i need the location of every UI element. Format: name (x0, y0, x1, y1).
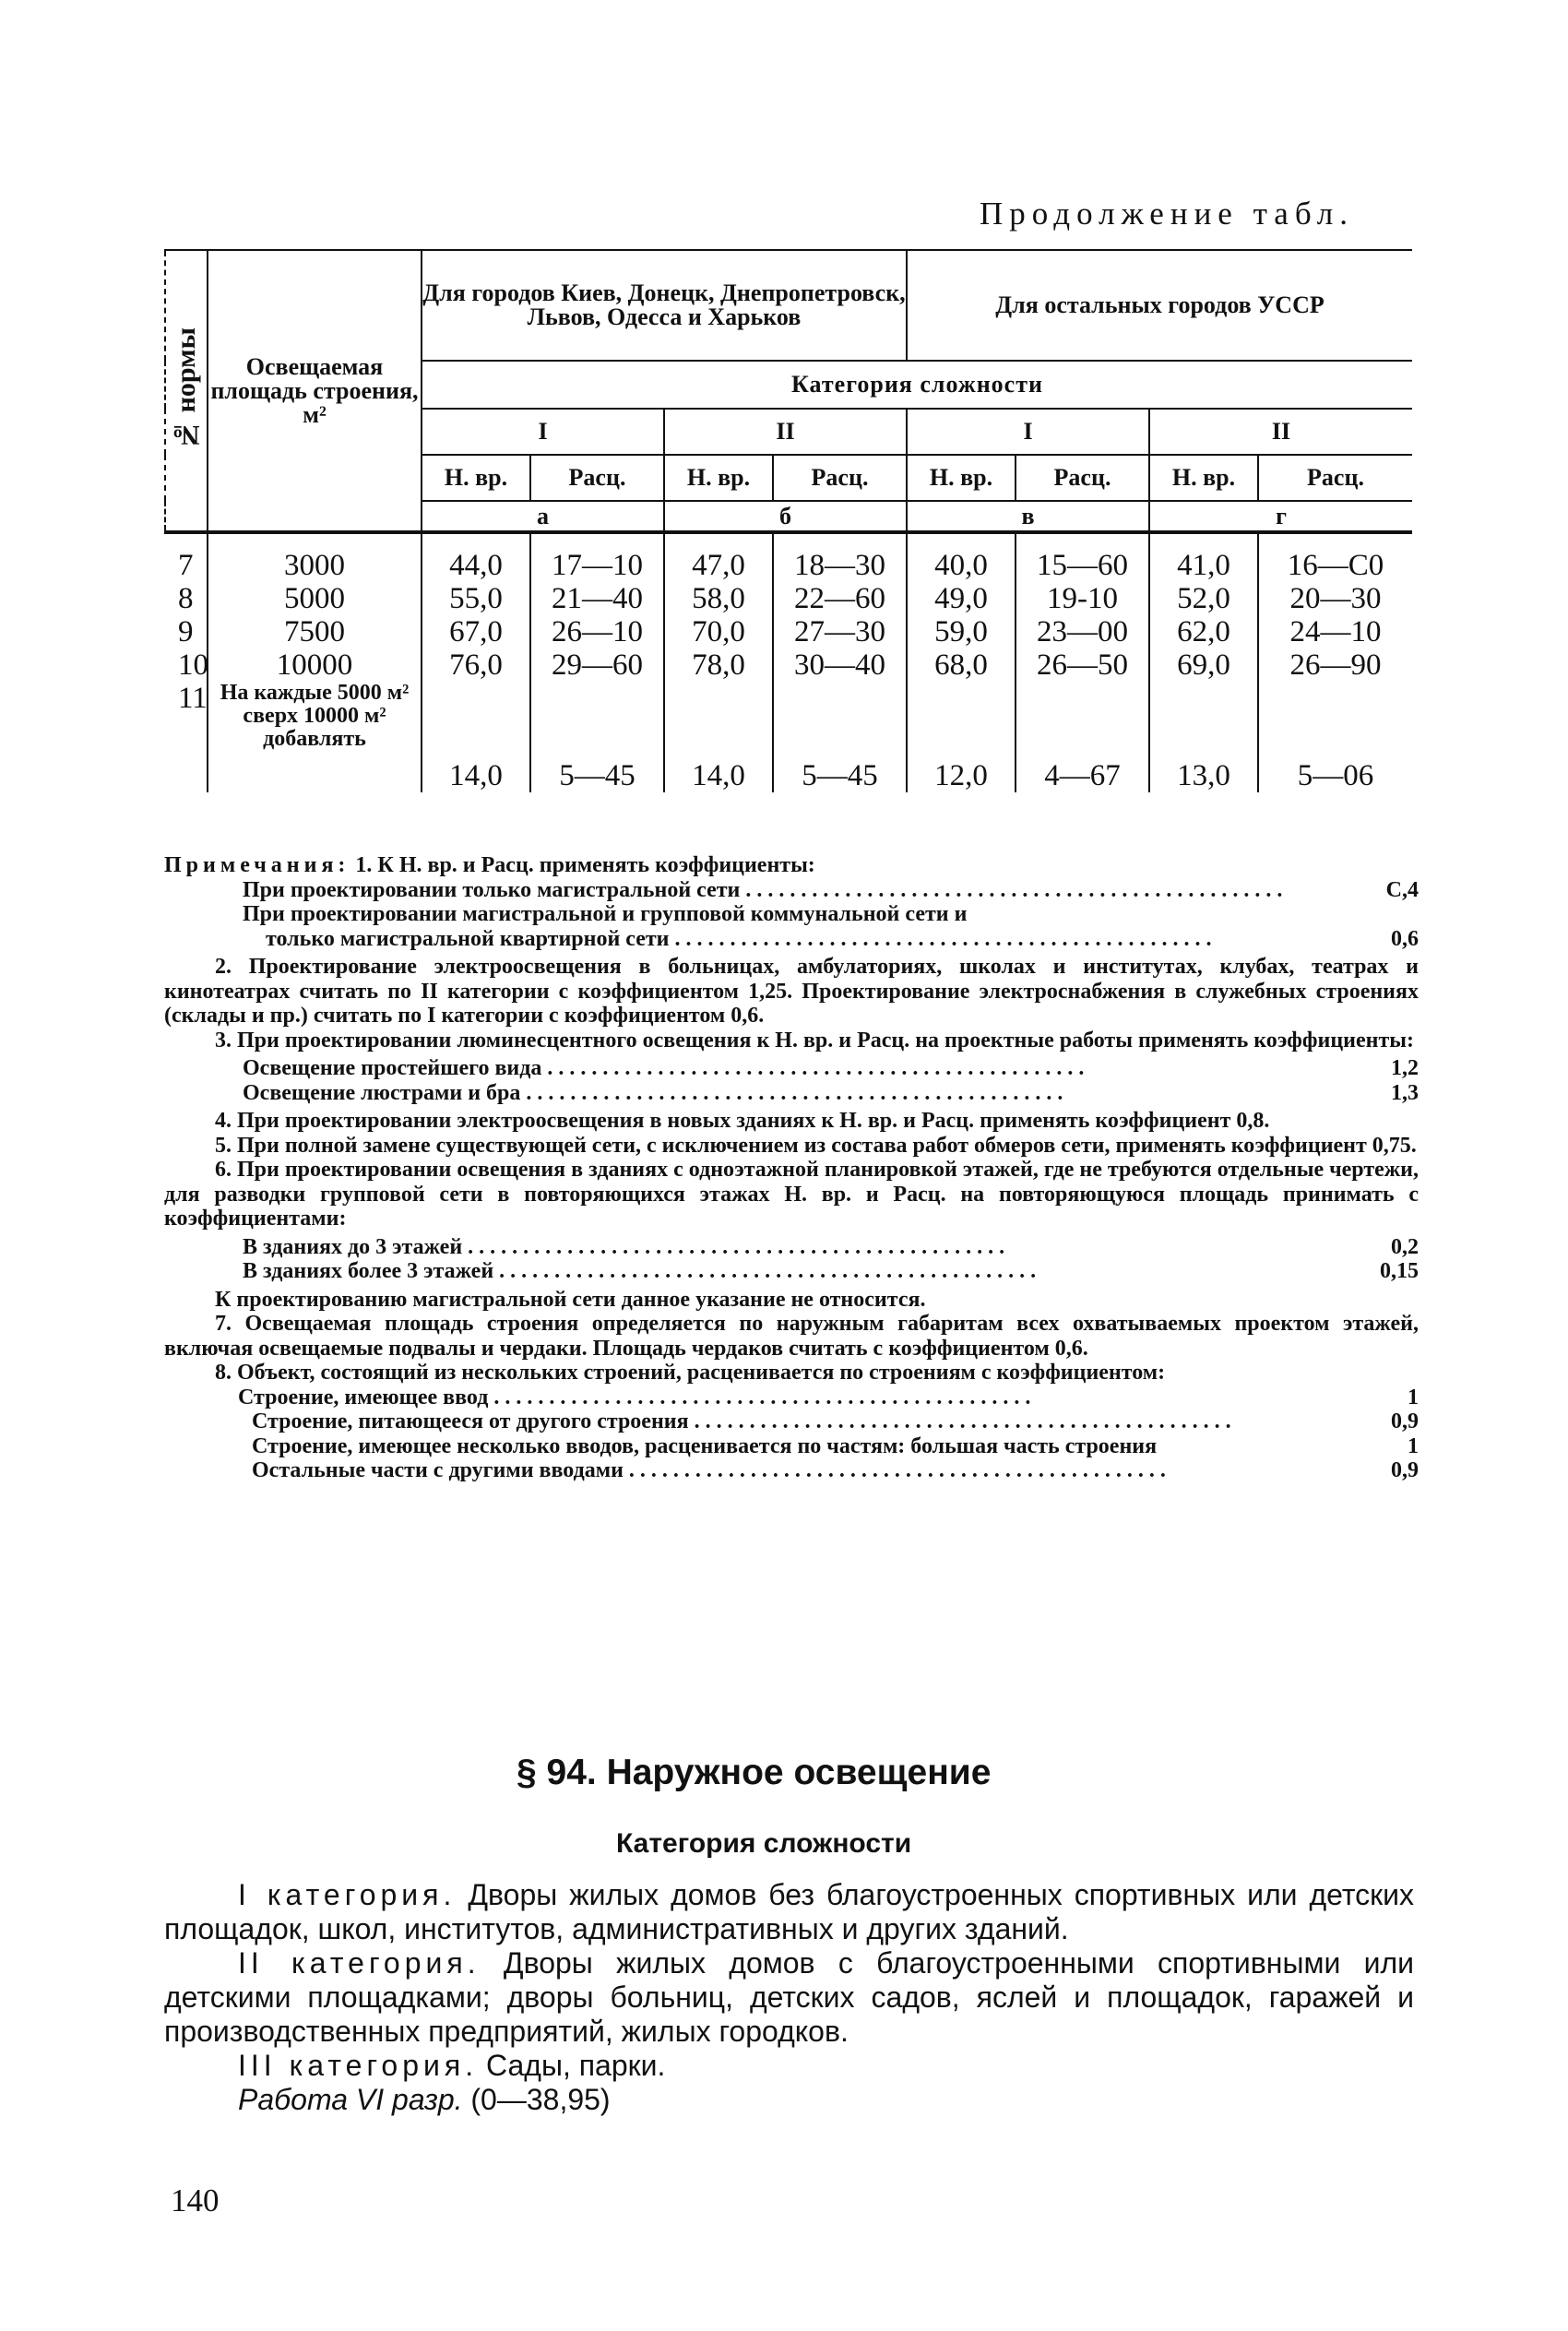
cell: 41,0 (1149, 549, 1258, 582)
cell: 29—60 (530, 648, 664, 682)
group2-header: Для остальных городов УССР (907, 250, 1412, 361)
cell: 62,0 (1149, 615, 1258, 648)
area-cell: 5000 (208, 582, 422, 615)
note-1b: только магистральной квартирной сети . . . 0,6 (164, 927, 1419, 952)
page-number: 140 (171, 2182, 220, 2218)
area-cell: 7500 (208, 615, 422, 648)
rasts-a: Расц. (530, 455, 664, 501)
cell: 67,0 (422, 615, 530, 648)
letter-c: в (907, 501, 1149, 532)
norms-table (164, 249, 1412, 792)
cell: 12,0 (907, 682, 1016, 792)
area-header: Освещаемая площадь строения, м² (208, 250, 422, 532)
cell: 44,0 (422, 549, 530, 582)
cell: 59,0 (907, 615, 1016, 648)
nvr-d: Н. вр. (1149, 455, 1258, 501)
note-1b-line1: При проектировании магистральной и групповой коммунальной сети и (243, 902, 968, 926)
cell: 5—45 (530, 682, 664, 792)
notes (164, 853, 1419, 1483)
work-rate: Работа VI разр. (0—38,95) (238, 2083, 611, 2116)
cell: 15—60 (1016, 549, 1149, 582)
note-3b: Освещение люстрами и бра . . . 1,3 (164, 1081, 1419, 1106)
area-cell: 3000 (208, 549, 422, 582)
cell: 20—30 (1289, 582, 1382, 615)
rasts-d: Расц. (1258, 455, 1412, 501)
category-3: III категория. Сады, парки. (238, 2049, 666, 2082)
note-6c: К проектированию магистральной сети данное указание не относится. (215, 1287, 926, 1312)
cell: 78,0 (664, 648, 773, 682)
norm-number: 8 (165, 582, 208, 615)
cell: 52,0 (1149, 582, 1258, 615)
cat-I-c: I (907, 409, 1149, 455)
cell: 21—40 (530, 582, 664, 615)
letter-b: б (664, 501, 907, 532)
cell: 70,0 (664, 615, 773, 648)
cell: 26—50 (1016, 648, 1149, 682)
note-8d: Остальные части с другими вводами . . . 0,9 (164, 1458, 1419, 1483)
group1-header: Для городов Киев, Донецк, Днепропетровск, Львов, Одесса и Харьков (422, 250, 907, 361)
cell: 23—00 (1016, 615, 1149, 648)
category-1: I категория. Дворы жилых домов без благоустроенных спортивных или детских площадок, школ, институтов, административных и других зданий. (164, 1878, 1415, 1945)
section-title: § 94. Наружное освещение (517, 1753, 992, 1792)
cell: 18—30 (773, 549, 907, 582)
cell: 17—10 (530, 549, 664, 582)
note-3: 3. При проектировании люминесцентного освещения к Н. вр. и Расц. на проектные работы применять коэффициенты: (215, 1028, 1414, 1053)
note-1: Примечания: 1. К Н. вр. и Расц. применять коэффициенты: (164, 853, 815, 877)
cell: 22—60 (773, 582, 907, 615)
continuation-label: Продолжение табл. (980, 196, 1354, 232)
note-6: 6. При проектировании освещения в зданиях с одноэтажной планировкой этажей, где не требуются отдельные чертежи, для разводки групповой сети в повторяющихся этажах Н. вр. и Расц. на повторяющуюся площадь принимать с коэффициентами: (164, 1158, 1419, 1231)
cell: 4—67 (1016, 682, 1149, 792)
letter-a: а (422, 501, 664, 532)
cell: 14,0 (664, 682, 773, 792)
note-8: 8. Объект, состоящий из нескольких строений, расценивается по строениям с коэффициентом: (215, 1361, 1166, 1385)
categories-text (164, 1878, 1414, 2117)
table-row (165, 682, 1412, 792)
nvr-c: Н. вр. (907, 455, 1016, 501)
note-8b: Строение, питающееся от другого строения . . . 0,9 (164, 1409, 1419, 1434)
category-2: II категория. Дворы жилых домов с благоустроенными спортивными или детскими площадками; дворы больниц, детских садов, яслей и площадок, гаражей и производственных предприятий, жилых городков. (164, 1946, 1415, 2048)
cell: 26—90 (1289, 648, 1382, 682)
cell: 5—06 (1297, 759, 1374, 792)
cat-II-b: II (664, 409, 907, 455)
table-row (165, 582, 1412, 615)
note-8a: Строение, имеющее ввод . . . 1 (164, 1386, 1419, 1410)
note-8c: Строение, имеющее несколько вводов, расценивается по частям: большая часть строения 1 (252, 1433, 1419, 1458)
rasts-b: Расц. (773, 455, 907, 501)
area-cell: 10000 (208, 648, 422, 682)
table-row (165, 615, 1412, 648)
cell: 14,0 (422, 682, 530, 792)
cell: 58,0 (664, 582, 773, 615)
cell: 68,0 (907, 648, 1016, 682)
norm-number: 7 (165, 549, 208, 582)
cell: 30—40 (773, 648, 907, 682)
cell: 40,0 (907, 549, 1016, 582)
nvr-a: Н. вр. (422, 455, 530, 501)
nvr-b: Н. вр. (664, 455, 773, 501)
cell: 49,0 (907, 582, 1016, 615)
norm-number: 10 (165, 648, 208, 682)
cell: 76,0 (422, 648, 530, 682)
note-1a: При проектировании только магистральной сети . . . С,4 (164, 878, 1419, 903)
cell: 13,0 (1149, 682, 1258, 792)
rasts-c: Расц. (1016, 455, 1149, 501)
norm-number: 11 (165, 682, 208, 792)
cell: 27—30 (773, 615, 907, 648)
note-6b: В зданиях более 3 этажей . . . 0,15 (164, 1259, 1419, 1284)
norm-number-header: № нормы (165, 250, 208, 532)
cat-I-a: I (422, 409, 664, 455)
cell: 5—45 (773, 682, 907, 792)
table-row (165, 648, 1412, 682)
note-5: 5. При полной замене существующей сети, с исключением из состава работ обмеров сети, применять коэффициент 0,75. (215, 1133, 1417, 1158)
note-7: 7. Освещаемая площадь строения определяется по наружным габаритам всех охватываемых проектом этажей, включая освещаемые подвалы и чердаки. Площадь чердаков считать с коэффициентом 0,6. (164, 1312, 1419, 1361)
category-header: Категория сложности (422, 361, 1412, 409)
cell: 19-10 (1016, 582, 1149, 615)
note-3a: Освещение простейшего вида . . . 1,2 (164, 1056, 1419, 1081)
note-2: 2. Проектирование электроосвещения в больницах, амбулаториях, школах и институтах, клубах, театрах и кинотеатрах считать по II категории с коэффициентом 1,25. Проектирование электроснабжения в служебных строениях (склады и пр.) считать по I категории с коэффициентом 0,6. (164, 955, 1419, 1028)
subheading: Категория сложности (616, 1828, 912, 1859)
table-row (165, 549, 1412, 582)
area-cell: На каждые 5000 м² сверх 10000 м² добавлять (208, 682, 422, 792)
cell: 26—10 (530, 615, 664, 648)
norm-number: 9 (165, 615, 208, 648)
cell: 69,0 (1149, 648, 1258, 682)
note-6a: В зданиях до 3 этажей . . . 0,2 (164, 1235, 1419, 1260)
letter-d: г (1149, 501, 1412, 532)
cell: 16—С0 (1287, 549, 1384, 582)
note-4: 4. При проектировании электроосвещения в новых зданиях к Н. вр. и Расц. применять коэффициент 0,8. (215, 1109, 1270, 1133)
cell: 24—10 (1289, 615, 1382, 648)
cell: 47,0 (664, 549, 773, 582)
cat-II-d: II (1149, 409, 1412, 455)
cell: 55,0 (422, 582, 530, 615)
